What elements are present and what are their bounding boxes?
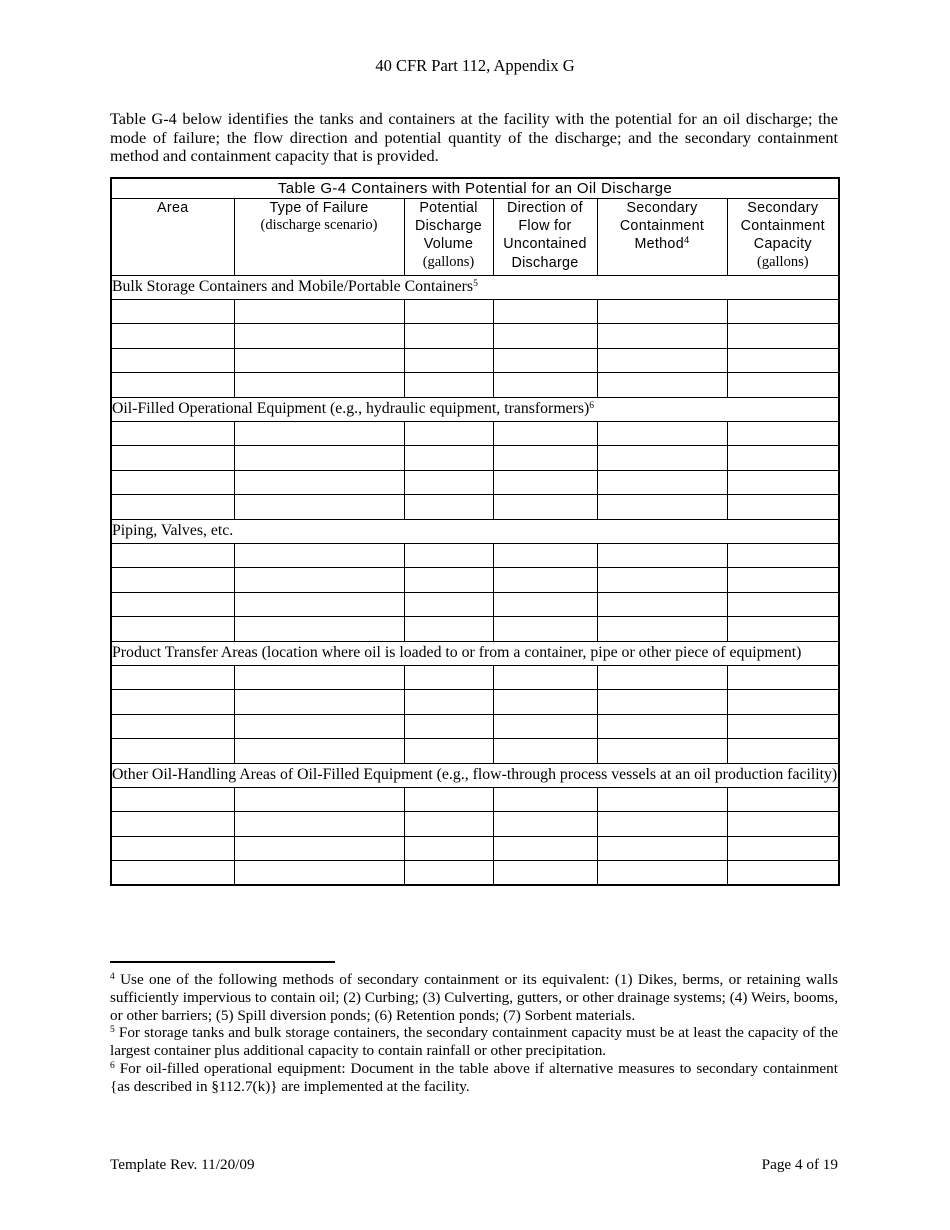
table-title-row [111, 178, 839, 199]
empty-cell [234, 299, 404, 324]
footnote [110, 1060, 838, 1096]
empty-cell [404, 665, 493, 690]
empty-cell [404, 543, 493, 568]
page-header-title: 40 CFR Part 112, Appendix G [375, 56, 575, 75]
empty-cell [111, 714, 234, 739]
empty-cell [111, 861, 234, 886]
empty-cell [493, 543, 597, 568]
empty-cell [404, 495, 493, 520]
empty-cell [597, 617, 727, 642]
empty-cell [597, 836, 727, 861]
empty-cell [111, 299, 234, 324]
empty-cell [493, 665, 597, 690]
footnote-marker: 4 [110, 972, 115, 982]
table-row [111, 739, 839, 764]
empty-cell [404, 836, 493, 861]
empty-cell [493, 568, 597, 593]
empty-cell [597, 495, 727, 520]
empty-cell [493, 714, 597, 739]
page-footer [110, 1156, 838, 1174]
empty-cell [727, 617, 839, 642]
empty-cell [597, 812, 727, 837]
column-header-subnote: (gallons) [422, 253, 475, 270]
empty-cell [111, 324, 234, 349]
section-header-label: Piping, Valves, etc. [111, 519, 839, 543]
empty-cell [404, 373, 493, 398]
column-header [727, 198, 839, 275]
empty-cell [493, 421, 597, 446]
empty-cell [727, 665, 839, 690]
empty-cell [727, 421, 839, 446]
column-header-label: Area [157, 199, 189, 216]
table-row [111, 421, 839, 446]
empty-cell [727, 812, 839, 837]
footnote-text: For oil-filled operational equipment: Document in the table above if alternative measures to secondary containment {as described in §112.7(k)} are implemented at the facility. [110, 1059, 838, 1095]
table-row [111, 568, 839, 593]
empty-cell [727, 836, 839, 861]
column-header-label: Type of Failure [269, 199, 369, 216]
empty-cell [727, 543, 839, 568]
empty-cell [404, 690, 493, 715]
table-row [111, 324, 839, 349]
empty-cell [404, 299, 493, 324]
intro-paragraph: Table G-4 below identifies the tanks and containers at the facility with the potential for an oil discharge; the mode of failure; the flow direction and potential quantity of the discharge; and the secondary containment method and containment capacity that is provided. [110, 109, 838, 166]
column-header [597, 198, 727, 275]
column-header-label: Direction of Flow for Uncontained Discharge [503, 199, 587, 271]
footnote-text: Use one of the following methods of secondary containment or its equivalent: (1) Dikes, berms, or retaining walls sufficiently impervious to contain oil; (2) Curbing; (3) Culverting, gutters, or other drainage systems; (4) Weirs, booms, or other barriers; (5) Spill diversion ponds; (6) Retention ponds; (7) Sorbent materials. [110, 971, 838, 1024]
empty-cell [727, 714, 839, 739]
empty-cell [597, 665, 727, 690]
empty-cell [404, 617, 493, 642]
column-header [111, 198, 234, 275]
empty-cell [727, 324, 839, 349]
empty-cell [597, 714, 727, 739]
table-row [111, 446, 839, 471]
empty-cell [493, 836, 597, 861]
empty-cell [404, 568, 493, 593]
empty-cell [234, 592, 404, 617]
section-header-row [111, 641, 839, 665]
column-header-label: Potential Discharge Volume [414, 199, 483, 253]
empty-cell [727, 568, 839, 593]
table-header-row [111, 198, 839, 275]
empty-cell [234, 617, 404, 642]
empty-cell [404, 470, 493, 495]
footnote-text: For storage tanks and bulk storage containers, the secondary containment capacity must be at least the capacity of the largest container plus additional capacity to contain rainfall or other precipitation. [110, 1024, 838, 1060]
column-header [493, 198, 597, 275]
empty-cell [493, 324, 597, 349]
section-header-label: Oil-Filled Operational Equipment (e.g., hydraulic equipment, transformers)$^6$ [111, 397, 839, 421]
footnote-reference: 6 [589, 400, 595, 411]
empty-cell [727, 348, 839, 373]
table-row [111, 812, 839, 837]
table-row [111, 787, 839, 812]
section-header-label: Product Transfer Areas (location where oil is loaded to or from a container, pipe or other piece of equipment) [111, 641, 839, 665]
footnote-separator [110, 961, 335, 963]
empty-cell [234, 787, 404, 812]
empty-cell [111, 836, 234, 861]
section-header-label: Bulk Storage Containers and Mobile/Portable Containers$^5$ [111, 275, 839, 299]
table-row [111, 543, 839, 568]
empty-cell [234, 470, 404, 495]
empty-cell [404, 348, 493, 373]
empty-cell [493, 739, 597, 764]
column-header [234, 198, 404, 275]
empty-cell [597, 861, 727, 886]
empty-cell [727, 861, 839, 886]
column-header-subnote: (gallons) [757, 253, 809, 270]
containers-table [110, 177, 840, 887]
footer-page-number: Page 4 of 19 [761, 1156, 838, 1173]
empty-cell [234, 665, 404, 690]
table-row [111, 495, 839, 520]
section-header-label: Other Oil-Handling Areas of Oil-Filled Equipment (e.g., flow-through process vessels at an oil production facility) [111, 763, 839, 787]
empty-cell [111, 592, 234, 617]
empty-cell [111, 421, 234, 446]
empty-cell [404, 324, 493, 349]
empty-cell [234, 690, 404, 715]
empty-cell [727, 299, 839, 324]
empty-cell [493, 299, 597, 324]
footnote [110, 1024, 838, 1060]
table-row [111, 299, 839, 324]
empty-cell [404, 592, 493, 617]
empty-cell [234, 495, 404, 520]
empty-cell [597, 592, 727, 617]
empty-cell [234, 812, 404, 837]
section-header-row [111, 275, 839, 299]
empty-cell [493, 592, 597, 617]
empty-cell [493, 348, 597, 373]
empty-cell [234, 324, 404, 349]
column-header [404, 198, 493, 275]
table-row [111, 690, 839, 715]
empty-cell [234, 373, 404, 398]
empty-cell [727, 739, 839, 764]
footnote-reference: 5 [473, 278, 478, 289]
empty-cell [727, 373, 839, 398]
empty-cell [727, 592, 839, 617]
empty-cell [111, 787, 234, 812]
page-content [110, 110, 838, 886]
empty-cell [111, 543, 234, 568]
empty-cell [493, 787, 597, 812]
empty-cell [234, 861, 404, 886]
empty-cell [111, 470, 234, 495]
empty-cell [597, 299, 727, 324]
empty-cell [111, 812, 234, 837]
table-row [111, 617, 839, 642]
empty-cell [404, 446, 493, 471]
empty-cell [111, 690, 234, 715]
empty-cell [404, 812, 493, 837]
empty-cell [597, 446, 727, 471]
empty-cell [597, 324, 727, 349]
column-header-subnote: (discharge scenario) [260, 217, 378, 234]
empty-cell [493, 495, 597, 520]
table-row [111, 470, 839, 495]
empty-cell [597, 348, 727, 373]
empty-cell [597, 787, 727, 812]
empty-cell [493, 812, 597, 837]
empty-cell [493, 861, 597, 886]
empty-cell [404, 714, 493, 739]
table-row [111, 373, 839, 398]
empty-cell [727, 495, 839, 520]
footer-template-rev: Template Rev. 11/20/09 [110, 1156, 255, 1173]
empty-cell [234, 836, 404, 861]
empty-cell [727, 690, 839, 715]
empty-cell [111, 446, 234, 471]
section-header-row [111, 763, 839, 787]
table-title: Table G-4 Containers with Potential for an Oil Discharge [111, 178, 839, 199]
empty-cell [597, 690, 727, 715]
empty-cell [111, 348, 234, 373]
section-header-row [111, 519, 839, 543]
empty-cell [234, 568, 404, 593]
footnote-marker: 5 [110, 1025, 115, 1036]
column-header-label: Secondary Containment Method$^4$ [619, 199, 705, 253]
empty-cell [597, 470, 727, 495]
table-row [111, 836, 839, 861]
table-row [111, 665, 839, 690]
table-row [111, 861, 839, 886]
empty-cell [597, 373, 727, 398]
empty-cell [111, 665, 234, 690]
footnote-marker: 6 [110, 1060, 115, 1071]
empty-cell [404, 421, 493, 446]
empty-cell [493, 446, 597, 471]
empty-cell [493, 617, 597, 642]
empty-cell [493, 470, 597, 495]
empty-cell [597, 568, 727, 593]
empty-cell [493, 373, 597, 398]
empty-cell [404, 861, 493, 886]
empty-cell [234, 739, 404, 764]
empty-cell [111, 617, 234, 642]
empty-cell [111, 739, 234, 764]
empty-cell [597, 421, 727, 446]
section-header-row [111, 397, 839, 421]
empty-cell [404, 739, 493, 764]
empty-cell [727, 787, 839, 812]
empty-cell [493, 690, 597, 715]
empty-cell [234, 421, 404, 446]
empty-cell [597, 739, 727, 764]
empty-cell [111, 373, 234, 398]
column-header-label: Secondary Containment Capacity [740, 199, 825, 253]
empty-cell [404, 787, 493, 812]
table-row [111, 592, 839, 617]
empty-cell [597, 543, 727, 568]
empty-cell [727, 470, 839, 495]
empty-cell [234, 446, 404, 471]
footnotes-block [110, 961, 838, 1096]
empty-cell [234, 348, 404, 373]
empty-cell [111, 568, 234, 593]
empty-cell [234, 714, 404, 739]
table-row [111, 714, 839, 739]
empty-cell [234, 543, 404, 568]
footnote-reference: 4 [683, 235, 690, 247]
empty-cell [727, 446, 839, 471]
footnote [110, 971, 838, 1024]
table-row [111, 348, 839, 373]
empty-cell [111, 495, 234, 520]
